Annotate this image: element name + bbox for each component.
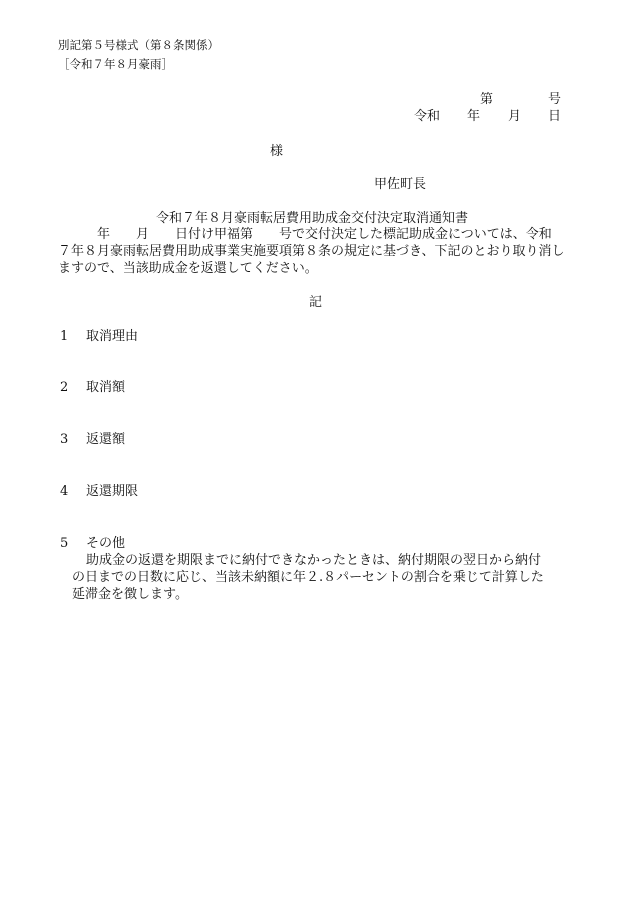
item-4-label: 返還期限 [86,484,139,499]
item-2-number: 2 [60,380,69,395]
recipient-honorific: 様 [270,144,284,159]
date-year: 年 [467,109,481,124]
item-2-label: 取消額 [86,380,126,395]
sender-name: 甲佐町長 [374,177,427,192]
item-4-number: 4 [60,484,69,499]
other-line-1: 助成金の返還を期限までに納付できなかったときは、納付期限の翌日から納付 [86,553,542,568]
ki-marker: 記 [309,295,323,310]
other-line-3: 延滞金を徴します。 [72,587,188,602]
form-label: 別記第５号様式（第８条関係） [58,38,219,52]
body-line-3: ますので、当該助成金を返還してください。 [58,261,318,276]
item-5-number: 5 [60,536,69,551]
item-3-number: 3 [60,432,69,447]
date-month: 月 [508,109,522,124]
other-line-2: の日までの日数に応じ、当該未納額に年２.８パーセントの割合を乗じて計算した [72,570,544,585]
date-era: 令和 [414,109,441,124]
item-5-label: その他 [86,536,126,551]
doc-number-go: 号 [548,92,562,107]
item-3-label: 返還額 [86,432,126,447]
item-1-number: 1 [60,329,69,344]
item-1-label: 取消理由 [86,329,139,344]
doc-number-dai: 第 [480,92,494,107]
date-day: 日 [548,109,562,124]
body-line-1: 年 月 日付け甲福第 号で交付決定した標記助成金については、令和 [58,227,552,242]
body-line-2: ７年８月豪雨転居費用助成事業実施要項第８条の規定に基づき、下記のとおり取り消し [58,244,565,259]
document-title: 令和７年８月豪雨転居費用助成金交付決定取消通知書 [156,211,469,226]
event-tag: ［令和７年８月豪雨］ [58,57,173,71]
